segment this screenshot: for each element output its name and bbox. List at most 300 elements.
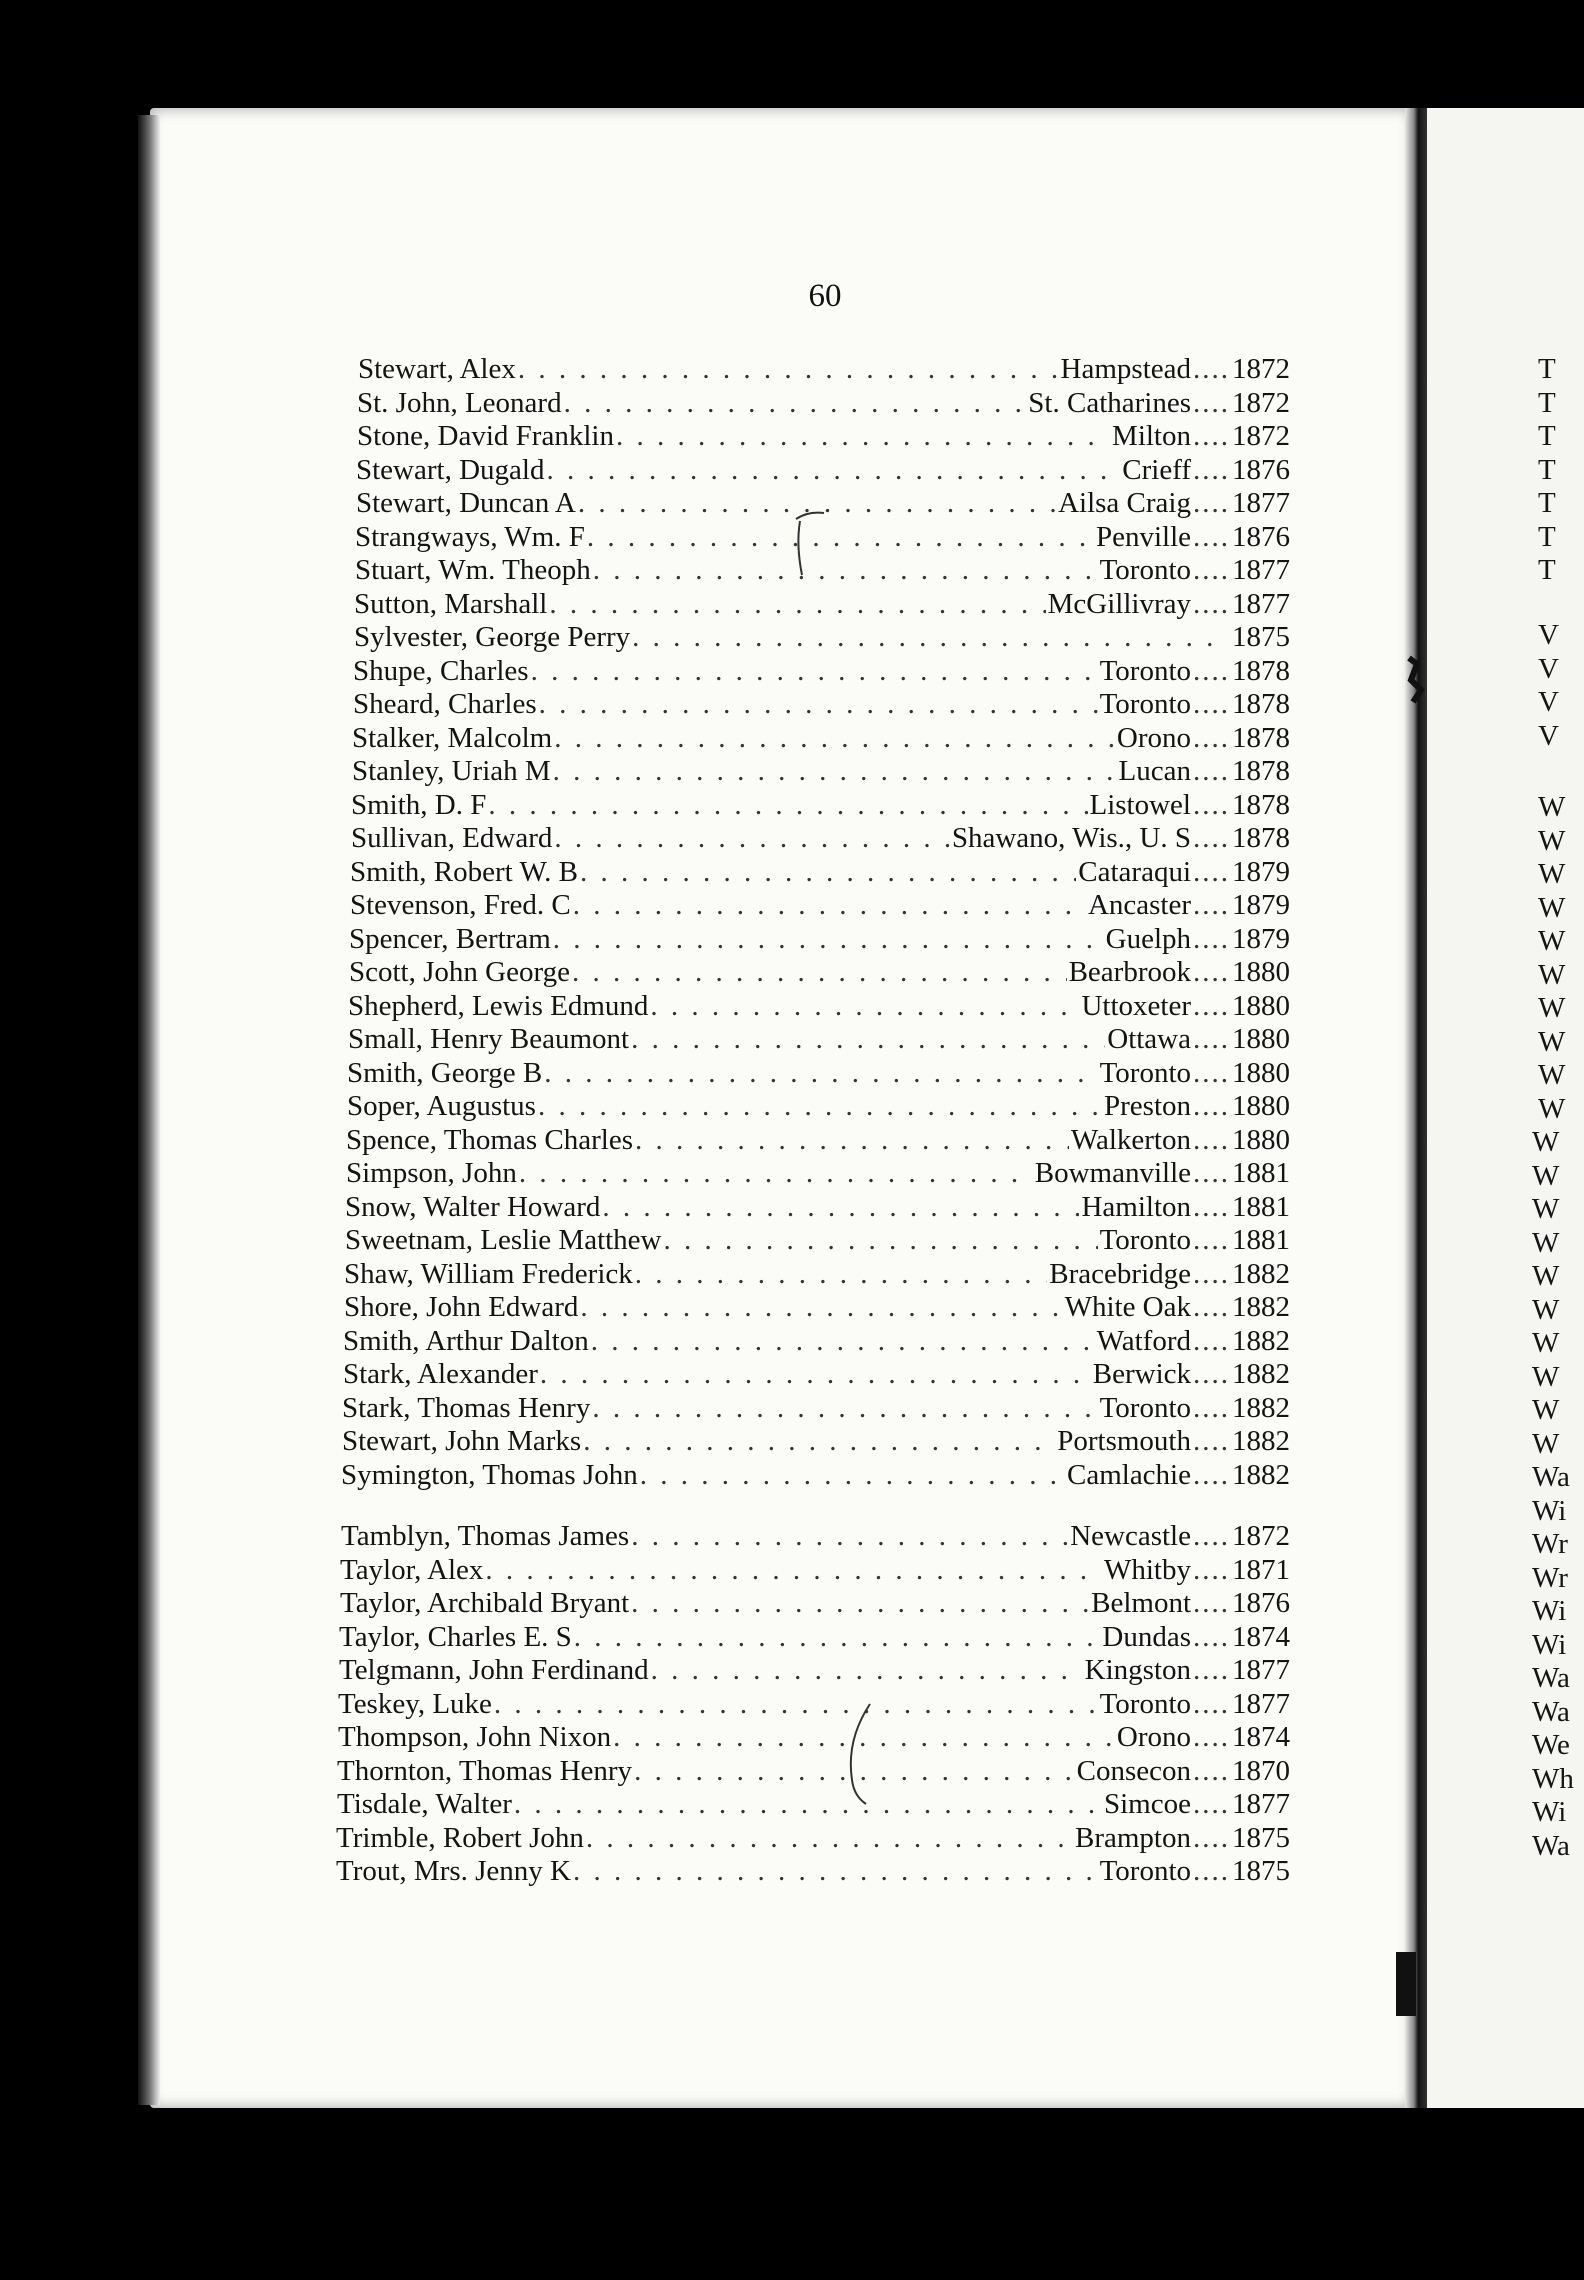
entry-year: 1881 <box>1232 1190 1290 1223</box>
year-dot-leader: .... <box>1193 554 1230 586</box>
year-dot-leader: .... <box>1193 1090 1230 1122</box>
entry-place: Toronto <box>1099 1855 1191 1887</box>
dot-leader <box>586 1821 1073 1855</box>
entry-year: 1878 <box>1232 822 1290 854</box>
entry-name: Sheard, Charles <box>353 688 537 720</box>
register-entry <box>356 453 1290 487</box>
entry-name: Teskey, Luke <box>338 1687 492 1720</box>
year-dot-leader: .... <box>1193 1553 1230 1586</box>
facing-page-initial: W <box>1532 1260 1560 1292</box>
entry-year: 1881 <box>1232 1157 1290 1189</box>
register-entry <box>352 754 1290 788</box>
year-dot-leader: .... <box>1193 822 1230 854</box>
register-entry <box>341 1519 1290 1553</box>
entry-year: 1877 <box>1232 1687 1290 1720</box>
entry-name: Symington, Thomas John <box>341 1458 638 1491</box>
entry-name: Scott, John George <box>349 956 570 988</box>
facing-page-initial: W <box>1538 858 1566 890</box>
entry-year: 1877 <box>1232 1788 1290 1820</box>
facing-page-initial: W <box>1532 1327 1560 1359</box>
entry-place: Toronto <box>1099 1224 1191 1256</box>
page-number: 60 <box>808 278 842 314</box>
binding-notch <box>1392 1950 1422 2020</box>
register-entry <box>342 1391 1290 1425</box>
facing-page-initial: T <box>1538 520 1556 553</box>
facing-page-initial: T <box>1538 453 1556 486</box>
book-gutter <box>1405 108 1427 2108</box>
register-entry <box>343 1324 1290 1358</box>
entry-year: 1880 <box>1232 1123 1290 1156</box>
dot-leader <box>546 453 1120 487</box>
year-dot-leader: .... <box>1193 1520 1230 1552</box>
year-dot-leader: .... <box>1193 1425 1230 1457</box>
entry-name: Smith, George B <box>347 1056 543 1089</box>
entry-year: 1880 <box>1232 956 1290 988</box>
dot-leader <box>519 1156 1033 1190</box>
entry-year: 1878 <box>1232 721 1290 754</box>
year-dot-leader: .... <box>1193 855 1230 888</box>
register-entry <box>352 721 1290 755</box>
entry-year: 1870 <box>1232 1754 1290 1787</box>
facing-page-initial: Wh <box>1532 1762 1574 1795</box>
year-dot-leader: .... <box>1193 1324 1230 1357</box>
entry-name: Taylor, Charles E. S <box>339 1620 572 1653</box>
entry-year: 1877 <box>1232 1654 1290 1686</box>
dot-leader <box>544 1056 1097 1090</box>
entry-year: 1872 <box>1232 420 1290 452</box>
register-entry <box>348 989 1290 1023</box>
entry-place: Orono <box>1116 721 1191 754</box>
register-entry <box>338 1720 1290 1754</box>
dot-leader <box>602 1190 1079 1224</box>
year-dot-leader: .... <box>1193 353 1230 385</box>
page-edge-shadow <box>138 115 160 2105</box>
register-entry <box>344 1290 1290 1324</box>
entry-place: Guelph <box>1105 922 1191 955</box>
facing-page-initial: W <box>1538 958 1566 991</box>
facing-page-initial: V <box>1538 652 1559 685</box>
register-entry <box>337 1787 1290 1821</box>
facing-page-initial: V <box>1538 719 1559 752</box>
entry-name: Stanley, Uriah M <box>352 755 551 787</box>
year-dot-leader: .... <box>1193 1391 1230 1424</box>
entry-place: Newcastle <box>1070 1520 1191 1552</box>
dot-leader <box>553 922 1104 956</box>
facing-page-initial: T <box>1538 487 1556 519</box>
register-entry <box>339 1620 1290 1654</box>
facing-page-initial: T <box>1538 420 1556 452</box>
register-entry <box>344 1257 1290 1291</box>
register-entry <box>346 1156 1290 1190</box>
entry-place: Shawano, Wis., U. S <box>951 822 1191 854</box>
entry-name: Stuart, Wm. Theoph <box>355 554 591 586</box>
dot-leader <box>640 1458 1065 1492</box>
entry-name: Thompson, John Nixon <box>338 1721 612 1753</box>
year-dot-leader: .... <box>1193 1654 1230 1686</box>
dot-leader <box>650 989 1079 1023</box>
year-dot-leader: .... <box>1193 1056 1230 1089</box>
year-dot-leader: .... <box>1193 956 1230 988</box>
facing-page-initial: Wa <box>1532 1829 1570 1862</box>
dot-leader <box>580 1290 1062 1324</box>
facing-page-initial: W <box>1538 925 1566 957</box>
facing-page-initial: Wa <box>1532 1662 1570 1694</box>
register-entry <box>347 1089 1290 1123</box>
entry-place: Camlachie <box>1066 1458 1191 1491</box>
entry-place: Simcoe <box>1104 1788 1191 1820</box>
entry-place: Hampstead <box>1060 353 1191 385</box>
year-dot-leader: .... <box>1193 1687 1230 1720</box>
entry-name: Stewart, Dugald <box>356 453 545 486</box>
facing-page-initial: W <box>1532 1293 1560 1326</box>
entry-name: Tisdale, Walter <box>337 1788 512 1820</box>
entry-name: St. John, Leonard <box>357 386 562 419</box>
dot-leader <box>494 1687 1098 1721</box>
register-entry <box>340 1553 1290 1587</box>
entry-place: Dundas <box>1102 1620 1191 1653</box>
entry-name: Sylvester, George Perry <box>354 621 631 653</box>
year-dot-leader: .... <box>1193 453 1230 486</box>
entry-year: 1879 <box>1232 922 1290 955</box>
entry-place: Lucan <box>1118 755 1191 787</box>
entry-place: Toronto <box>1099 688 1191 720</box>
facing-page-initial: We <box>1532 1729 1570 1761</box>
facing-page-initial: Wr <box>1532 1561 1568 1594</box>
facing-page-initial: W <box>1538 992 1566 1024</box>
dot-leader <box>485 1553 1102 1587</box>
register-entry <box>358 352 1290 386</box>
dot-leader <box>554 821 949 855</box>
entry-year: 1880 <box>1232 1023 1290 1055</box>
year-dot-leader: .... <box>1193 1358 1230 1390</box>
entry-name: Simpson, John <box>346 1157 517 1189</box>
entry-year: 1881 <box>1232 1224 1290 1256</box>
dot-leader <box>573 1854 1098 1888</box>
entry-year: 1876 <box>1232 453 1290 486</box>
entry-name: Small, Henry Beaumont <box>348 1023 630 1055</box>
entry-name: Snow, Walter Howard <box>345 1190 601 1223</box>
register-entry <box>349 955 1290 989</box>
facing-page-initial: W <box>1532 1126 1560 1158</box>
year-dot-leader: .... <box>1193 889 1230 921</box>
register-entry <box>336 1854 1290 1888</box>
entry-name: Spence, Thomas Charles <box>346 1123 633 1156</box>
dot-leader <box>631 1022 1105 1056</box>
dot-leader <box>616 419 1110 453</box>
entry-year: 1876 <box>1232 520 1290 553</box>
entry-place: Bracebridge <box>1049 1257 1191 1290</box>
facing-page-initial: Wi <box>1532 1796 1567 1828</box>
register-entry <box>349 922 1290 956</box>
year-dot-leader: .... <box>1193 520 1230 553</box>
register-entry <box>343 1357 1290 1391</box>
entry-name: Stone, David Franklin <box>357 420 614 452</box>
year-dot-leader: .... <box>1193 922 1230 955</box>
entry-year: 1882 <box>1232 1291 1290 1323</box>
entry-year: 1874 <box>1232 1620 1290 1653</box>
entry-name: Sutton, Marshall <box>354 587 548 620</box>
entry-year: 1878 <box>1232 788 1290 821</box>
facing-page-initial: T <box>1538 386 1556 419</box>
facing-page-initial: W <box>1538 891 1566 924</box>
register-entry <box>353 654 1290 688</box>
entry-place: Brampton <box>1075 1821 1191 1854</box>
dot-leader <box>632 620 1228 654</box>
entry-name: Smith, Robert W. B <box>350 855 579 888</box>
entry-place: Ottawa <box>1107 1023 1191 1055</box>
entry-name: Taylor, Archibald Bryant <box>340 1587 630 1619</box>
entry-place: Ailsa Craig <box>1058 487 1191 519</box>
entry-place: Toronto <box>1099 1056 1191 1089</box>
entry-place: Cataraqui <box>1078 855 1191 888</box>
facing-page-initial: Wa <box>1532 1695 1570 1728</box>
register-entry <box>345 1190 1290 1224</box>
year-dot-leader: .... <box>1193 1023 1230 1055</box>
year-dot-leader: .... <box>1193 1458 1230 1491</box>
year-dot-leader: .... <box>1193 1224 1230 1256</box>
entry-place: Walkerton <box>1070 1123 1191 1156</box>
entry-place: Watford <box>1096 1324 1191 1357</box>
year-dot-leader: .... <box>1193 989 1230 1022</box>
entry-place: Kingston <box>1084 1654 1191 1686</box>
dot-leader <box>631 1519 1068 1553</box>
facing-page-initial: Wr <box>1532 1528 1568 1560</box>
year-dot-leader: .... <box>1193 1291 1230 1323</box>
entry-place: Whitby <box>1104 1553 1191 1586</box>
year-dot-leader: .... <box>1193 1190 1230 1223</box>
facing-page-initial: Wa <box>1532 1461 1570 1493</box>
register-entry <box>340 1586 1290 1620</box>
facing-page-initial: Wi <box>1532 1628 1567 1661</box>
entry-name: Stewart, Duncan A <box>356 487 576 519</box>
year-dot-leader: .... <box>1193 1620 1230 1653</box>
entry-name: Taylor, Alex <box>340 1553 484 1586</box>
entry-place: Consecon <box>1076 1754 1191 1787</box>
facing-page-initial: V <box>1538 686 1559 718</box>
dot-leader <box>651 1653 1083 1687</box>
entry-year: 1872 <box>1232 1520 1290 1552</box>
binding-notch <box>1395 650 1435 710</box>
entry-year: 1877 <box>1232 587 1290 620</box>
register-entry <box>354 587 1290 621</box>
facing-page-initial: W <box>1532 1427 1560 1460</box>
dot-leader <box>554 721 1115 755</box>
entry-place: St. Catharines <box>1028 386 1191 419</box>
year-dot-leader: .... <box>1193 1157 1230 1189</box>
entry-name: Trout, Mrs. Jenny K <box>336 1855 571 1887</box>
entry-year: 1880 <box>1232 1056 1290 1089</box>
entry-place: Orono <box>1116 1721 1191 1753</box>
entry-year: 1872 <box>1232 353 1290 385</box>
register-entry <box>346 1123 1290 1157</box>
register-entry <box>342 1424 1290 1458</box>
pencil-mark <box>840 1700 880 1810</box>
entry-year: 1882 <box>1232 1358 1290 1390</box>
entry-place: Portsmouth <box>1057 1425 1191 1457</box>
pencil-mark <box>790 505 830 585</box>
entry-year: 1880 <box>1232 1090 1290 1122</box>
dot-leader <box>631 1586 1089 1620</box>
entry-name: Stark, Alexander <box>343 1358 538 1390</box>
register-entry <box>351 788 1290 822</box>
entry-year: 1878 <box>1232 688 1290 720</box>
register-entry <box>348 1022 1290 1056</box>
facing-page-initial: V <box>1538 619 1559 651</box>
dot-leader <box>564 386 1027 420</box>
entry-place: Toronto <box>1099 1687 1191 1720</box>
entry-name: Sweetnam, Leslie Matthew <box>345 1224 662 1256</box>
register-entry <box>345 1223 1290 1257</box>
facing-page-initial: Wi <box>1532 1595 1567 1627</box>
entry-place: Belmont <box>1091 1587 1191 1619</box>
dot-leader <box>591 1324 1095 1358</box>
year-dot-leader: .... <box>1193 1821 1230 1854</box>
year-dot-leader: .... <box>1193 1257 1230 1290</box>
facing-page-initial: W <box>1532 1226 1560 1259</box>
entry-place: Bearbrook <box>1068 956 1191 988</box>
entry-year: 1877 <box>1232 554 1290 586</box>
year-dot-leader: .... <box>1193 420 1230 452</box>
entry-place: McGillivray <box>1047 587 1191 620</box>
entry-name: Soper, Augustus <box>347 1090 536 1122</box>
entry-year: 1882 <box>1232 1257 1290 1290</box>
facing-page-initial: T <box>1538 353 1556 385</box>
entry-name: Shupe, Charles <box>353 654 529 687</box>
register-entry <box>347 1056 1290 1090</box>
entry-name: Telgmann, John Ferdinand <box>339 1654 649 1686</box>
entry-place: Preston <box>1104 1090 1191 1122</box>
entry-place: White Oak <box>1064 1291 1191 1323</box>
dot-leader <box>592 1391 1097 1425</box>
register-entry <box>338 1687 1290 1721</box>
entry-name: Shepherd, Lewis Edmund <box>348 989 649 1022</box>
entry-name: Stewart, Alex <box>358 353 516 385</box>
entry-place: Bowmanville <box>1034 1157 1191 1189</box>
entry-name: Stevenson, Fred. C <box>350 889 571 921</box>
dot-leader <box>572 955 1067 989</box>
year-dot-leader: .... <box>1193 1855 1230 1887</box>
facing-page-initial: W <box>1538 824 1566 857</box>
dot-leader <box>553 754 1117 788</box>
entry-year: 1871 <box>1232 1553 1290 1586</box>
entry-year: 1878 <box>1232 755 1290 787</box>
year-dot-leader: .... <box>1193 487 1230 519</box>
facing-page-initial: W <box>1532 1159 1560 1192</box>
entry-name: Shore, John Edward <box>344 1291 579 1323</box>
register-entry <box>354 620 1290 654</box>
entry-name: Smith, D. F <box>351 788 487 821</box>
dot-leader <box>580 855 1076 889</box>
facing-page-initial: W <box>1532 1394 1560 1426</box>
entry-year: 1874 <box>1232 1721 1290 1753</box>
entry-name: Stalker, Malcolm <box>352 721 553 754</box>
dot-leader <box>488 788 1087 822</box>
year-dot-leader: .... <box>1193 755 1230 787</box>
entry-place: Toronto <box>1099 554 1191 586</box>
register-entry <box>357 419 1290 453</box>
entry-year: 1882 <box>1232 1324 1290 1357</box>
facing-page-initial: W <box>1538 1025 1566 1058</box>
dot-leader <box>664 1223 1098 1257</box>
year-dot-leader: .... <box>1193 688 1230 720</box>
dot-leader <box>574 1620 1101 1654</box>
dot-leader <box>514 1787 1102 1821</box>
register-entry <box>350 855 1290 889</box>
entry-year: 1872 <box>1232 386 1290 419</box>
register-entry <box>339 1653 1290 1687</box>
entry-place: Toronto <box>1099 654 1191 687</box>
entry-year: 1879 <box>1232 889 1290 921</box>
entry-year: 1882 <box>1232 1458 1290 1491</box>
entry-year: 1876 <box>1232 1587 1290 1619</box>
facing-page-initial: W <box>1532 1360 1560 1393</box>
register-entry <box>336 1821 1290 1855</box>
year-dot-leader: .... <box>1193 1754 1230 1787</box>
entry-place: Berwick <box>1092 1358 1191 1390</box>
register-entry <box>341 1458 1290 1492</box>
dot-leader <box>518 352 1059 386</box>
dot-leader <box>573 888 1086 922</box>
entry-year: 1882 <box>1232 1425 1290 1457</box>
entry-name: Smith, Arthur Dalton <box>343 1324 589 1357</box>
facing-page-initial: Wi <box>1532 1494 1567 1527</box>
entry-year: 1880 <box>1232 989 1290 1022</box>
entry-name: Stewart, John Marks <box>342 1425 582 1457</box>
facing-page-initial: W <box>1538 791 1566 823</box>
entry-place: Penville <box>1095 520 1191 553</box>
register-entry <box>350 888 1290 922</box>
facing-page-initial: W <box>1538 1059 1566 1091</box>
facing-page-initial: T <box>1538 554 1556 586</box>
dot-leader <box>538 1089 1102 1123</box>
year-dot-leader: .... <box>1193 1123 1230 1156</box>
dot-leader <box>540 1357 1091 1391</box>
year-dot-leader: .... <box>1193 788 1230 821</box>
entry-year: 1875 <box>1232 621 1290 653</box>
register-entry <box>357 386 1290 420</box>
dot-leader <box>549 587 1045 621</box>
dot-leader <box>593 553 1098 587</box>
year-dot-leader: .... <box>1193 721 1230 754</box>
year-dot-leader: .... <box>1193 1788 1230 1820</box>
entry-name: Shaw, William Frederick <box>344 1257 633 1290</box>
facing-page-initial: W <box>1532 1193 1560 1225</box>
entry-place: Toronto <box>1099 1391 1191 1424</box>
entry-place: Milton <box>1112 420 1191 452</box>
register-entry <box>353 687 1290 721</box>
year-dot-leader: .... <box>1193 1587 1230 1619</box>
register-entry <box>337 1754 1290 1788</box>
entry-place: Ancaster <box>1087 889 1191 921</box>
entry-place: Hamilton <box>1081 1190 1191 1223</box>
entry-year: 1878 <box>1232 654 1290 687</box>
entry-place: Uttoxeter <box>1081 989 1191 1022</box>
year-dot-leader: .... <box>1193 654 1230 687</box>
entry-year: 1879 <box>1232 855 1290 888</box>
dot-leader <box>587 520 1094 554</box>
dot-leader <box>635 1257 1048 1291</box>
entry-year: 1877 <box>1232 487 1290 519</box>
register-entry <box>351 821 1290 855</box>
year-dot-leader: .... <box>1193 587 1230 620</box>
entry-name: Spencer, Bertram <box>349 922 551 955</box>
dot-leader <box>539 687 1098 721</box>
entry-name: Trimble, Robert John <box>336 1821 584 1854</box>
entry-name: Thornton, Thomas Henry <box>337 1754 633 1787</box>
entry-name: Strangways, Wm. F <box>355 520 585 553</box>
dot-leader <box>635 1123 1069 1157</box>
dot-leader <box>531 654 1098 688</box>
